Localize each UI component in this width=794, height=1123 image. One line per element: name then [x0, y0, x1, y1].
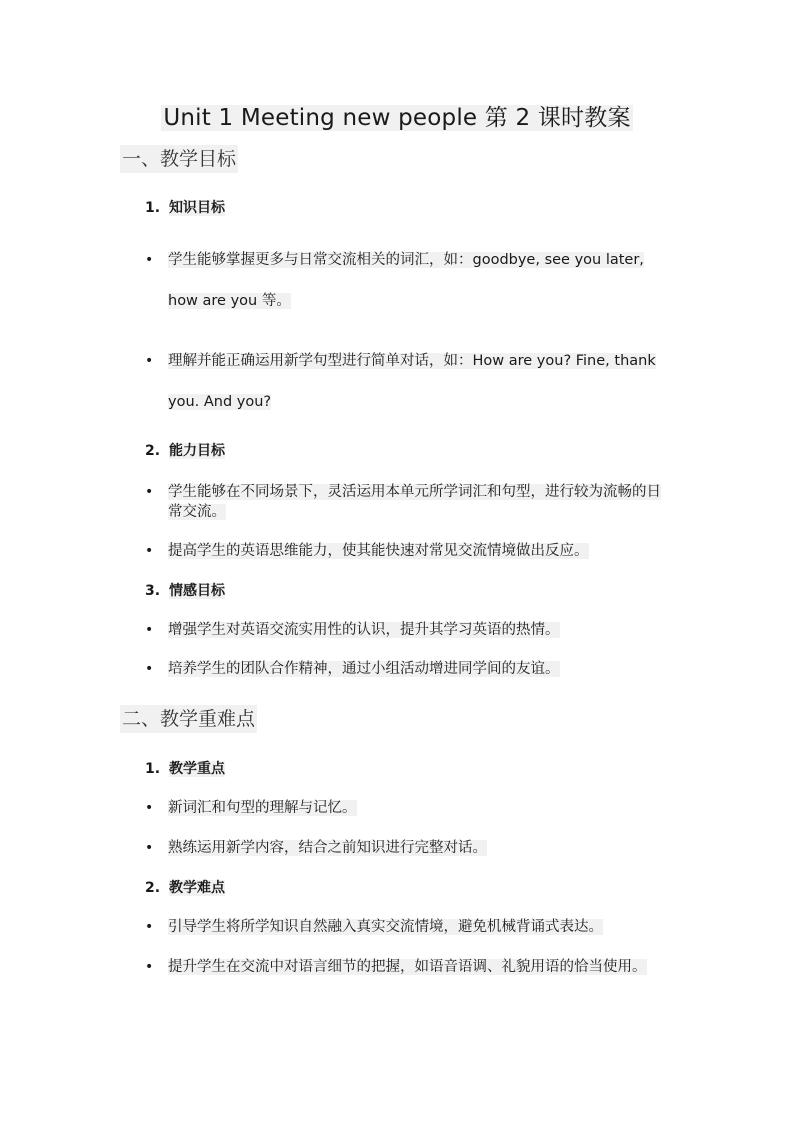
list-item [145, 541, 675, 561]
bullet-icon: • [145, 353, 154, 369]
subheading-label: 教学难点 [169, 880, 225, 896]
subheading-number: 2. [145, 880, 161, 896]
bullet-icon: • [145, 252, 154, 268]
list-item-text: 提高学生的英语思维能力，使其能快速对常见交流情境做出反应。 [168, 543, 589, 559]
subheading-label: 知识目标 [169, 200, 225, 216]
bullet-icon: • [145, 543, 154, 559]
list-item [145, 957, 675, 977]
list-item-text: 新词汇和句型的理解与记忆。 [168, 800, 357, 816]
bullet-icon: • [145, 661, 154, 677]
subheading-ability-goals [145, 441, 225, 461]
subheading-number: 1. [145, 761, 161, 777]
list-item [145, 482, 675, 522]
page-title-text: Unit 1 Meeting new people 第 2 课时教案 [163, 105, 631, 131]
subheading-teaching-focus [145, 759, 225, 779]
bullet-icon: • [145, 622, 154, 638]
list-item [145, 798, 675, 818]
subheading-teaching-difficulty [145, 878, 225, 898]
list-item-text: 学生能够在不同场景下，灵活运用本单元所学词汇和句型，进行较为流畅的日常交流。 [168, 484, 661, 520]
page-title [0, 100, 794, 136]
subheading-emotional-goals [145, 581, 225, 601]
list-item-text: 增强学生对英语交流实用性的认识，提升其学习英语的热情。 [168, 622, 560, 638]
list-item-text: 培养学生的团队合作精神，通过小组活动增进同学间的友谊。 [168, 661, 560, 677]
subheading-label: 情感目标 [169, 583, 225, 599]
list-item [145, 659, 675, 679]
subheading-label: 能力目标 [169, 443, 225, 459]
subheading-number: 3. [145, 583, 161, 599]
list-item [145, 838, 675, 858]
list-item-text: 理解并能正确运用新学句型进行简单对话，如：How are you? Fine, thank you. And you? [168, 353, 656, 410]
subheading-number: 1. [145, 200, 161, 216]
section-heading-teaching-goals: 一、教学目标 [120, 145, 238, 173]
list-item-text: 提升学生在交流中对语言细节的把握，如语音语调、礼貌用语的恰当使用。 [168, 959, 647, 975]
bullet-icon: • [145, 919, 154, 935]
subheading-label: 教学重点 [169, 761, 225, 777]
subheading-knowledge-goals [145, 198, 225, 218]
bullet-icon: • [145, 484, 154, 500]
list-item [145, 351, 675, 423]
list-item [145, 250, 675, 322]
section-heading-key-difficult-points: 二、教学重难点 [120, 705, 257, 733]
list-item-text: 熟练运用新学内容，结合之前知识进行完整对话。 [168, 840, 487, 856]
subheading-number: 2. [145, 443, 161, 459]
bullet-icon: • [145, 959, 154, 975]
list-item [145, 620, 675, 640]
bullet-icon: • [145, 800, 154, 816]
list-item [145, 917, 675, 937]
list-item-text: 引导学生将所学知识自然融入真实交流情境，避免机械背诵式表达。 [168, 919, 603, 935]
list-item-text: 学生能够掌握更多与日常交流相关的词汇，如：goodbye, see you later, how are you 等。 [168, 252, 644, 309]
bullet-icon: • [145, 840, 154, 856]
